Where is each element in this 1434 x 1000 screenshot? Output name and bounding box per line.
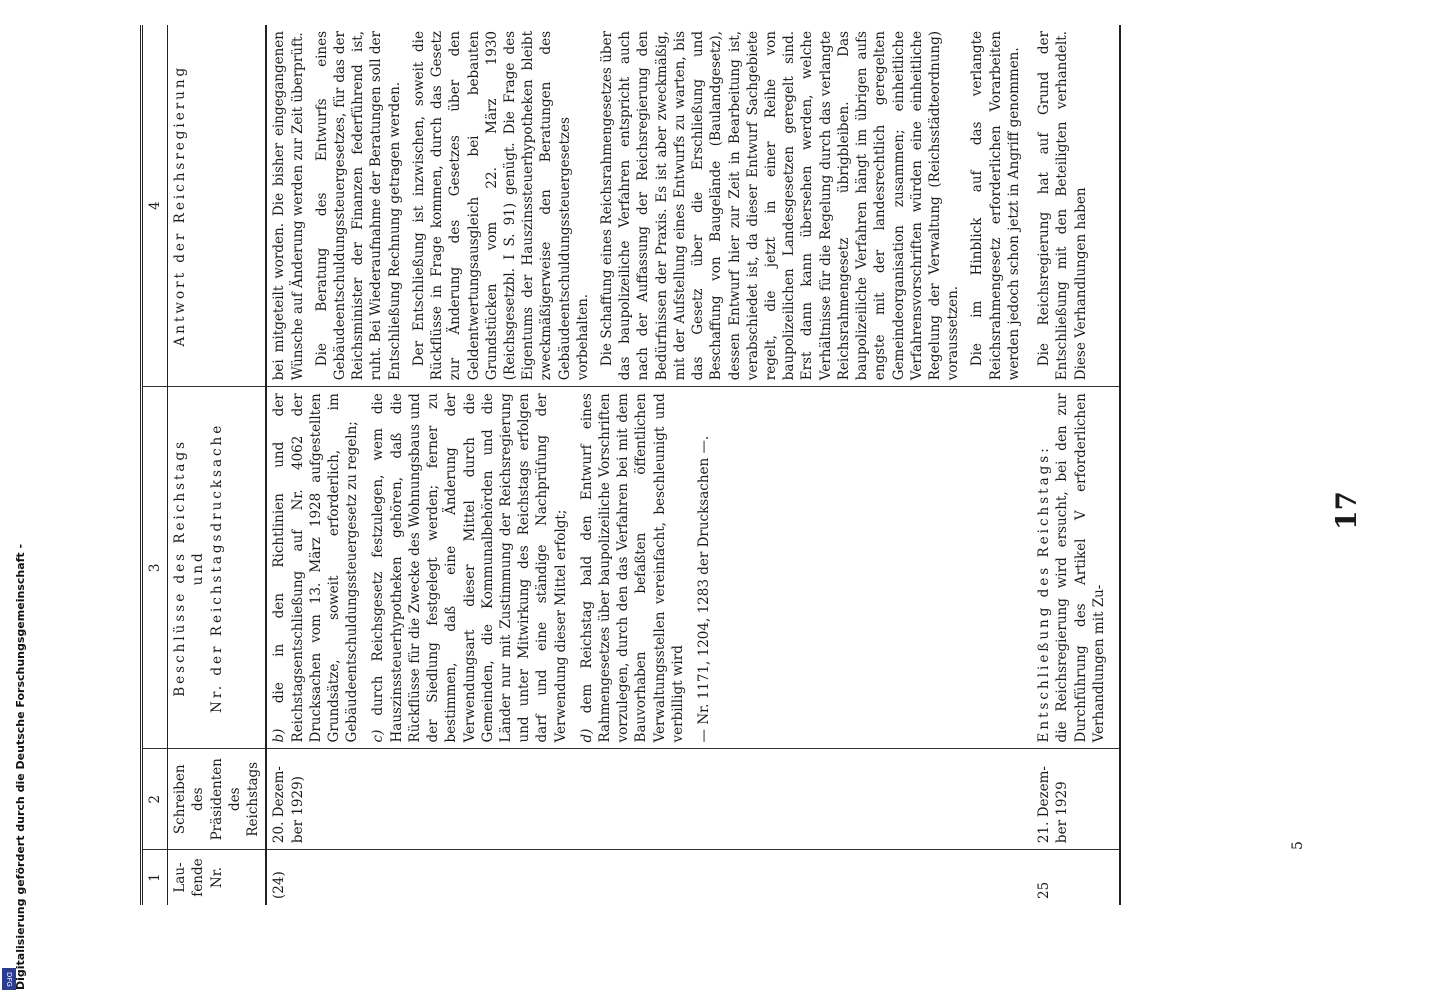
header-resolutions [168,387,267,749]
row-date: 20. Dezem-ber 1929) [266,749,1032,850]
digitization-note: Digitalisierung gefördert durch die Deutsche Forschungsgemeinschaft - [14,543,27,990]
item-text: durch Reichsgesetz festzulegen, wem die Hauszinssteuerhypotheken gehören, daß die Rückflüsse für die Zwecke des Wohnungsbaus und der Siedlung festgelegt werden; ferner zu bestimmen, daß eine Änderung der Verwendungsart dieser Mittel durch die Gemeinden, die Kommunalbehörden und die Länder nur mit Zustimmung der Reichsregierung und unter Mitwirkung des Reichstags erfolgen darf und eine ständige Nachprüfung der Verwendung dieser Mittel erfolgt; [370,393,569,743]
row-number: 25 [1032,850,1120,905]
answer-paragraph: Die im Hinblick auf das verlangte Reichsrahmengesetz erforderlichen Vorarbeiten werden jedoch schon jetzt in Angriff genommen. [969,31,1022,381]
item-text: — Nr. 1171, 1204, 1283 der Drucksachen —. [696,435,713,743]
answer-cell [266,25,1032,387]
answer-paragraph: Der Entschließung ist inzwischen, soweit die Rückflüsse in Frage kommen, durch das Gesetz zur Änderung des Gesetzes über den Geldentwertungsausgleich bei bebauten Grundstücken vom 22. März 1930 (Reichsgesetzbl. I S. 91) genügt. Die Frage des Eigentums der Hauszinssteuerhypotheken bleibt zweckmäßigerweise den Beratungen des Gebäudeentschuldungssteuergesetzes vorbehalten. [410,31,591,381]
item-label: d) [578,728,595,743]
resolution-text: die Reichsregierung wird ersucht, bei den zur Durchführung des Artikel V erforderlichen Verhandlungen mit Zu- [1054,393,1107,743]
column-number-1: 1 [142,850,168,905]
table-row [266,25,1032,905]
resolution-item [578,393,687,742]
resolution-cell [1032,387,1120,749]
item-text: dem Reichstag bald den Entwurf eines Rahmengesetzes über baupolizeiliche Vorschriften vorzulegen, durch den das Verfahren bei mit dem Bauvorhaben befaßten öffentlichen Verwaltungsstellen vereinfacht, beschleunigt und verbilligt wird [578,393,686,743]
page-number: 17 [1330,491,1363,530]
column-header-row [168,25,267,905]
header-government-answer: Antwort der Reichsregierung [168,25,267,387]
header-resolutions-line2: und [190,550,207,586]
resolution-item [270,393,361,742]
header-resolutions-line3: Nr. der Reichstagsdrucksache [208,422,225,713]
column-number-2: 2 [142,749,168,850]
dfg-logo-icon: DFG [2,968,16,990]
digitization-footer [0,0,40,1000]
answer-paragraph: Die Reichsregierung hat auf Grund der Entschließung mit den Beteiligten verhandelt. Diese Verhandlungen haben [1036,31,1089,381]
answer-paragraph: Die Schaffung eines Reichsrahmengesetzes über das baupolizeiliche Verfahren entspricht auch nach der Auffassung der Reichsregierung den Bedürfnissen der Praxis. Es ist aber zweckmäßig, mit der Aufstellung eines Entwurfs zu warten, bis das Gesetz über die Erschließung und Beschaffung von Baugelände (Baulandgesetz), dessen Entwurf hier zur Zeit in Bearbeitung ist, verabschiedet ist, da dieser Entwurf Sachgebiete regelt, die jetzt in einer Reihe von baupolizeilichen Landesgesetzen geregelt sind. Erst dann kann übersehen werden, welche Verhältnisse für die Regelung durch das verlangte Reichsrahmengesetz übrigbleiben. Das baupolizeiliche Verfahren hängt im übrigen aufs engste mit der landesrechtlich geregelten Gemeindeorganisation zusammen; einheitliche Verfahrensvorschriften würden eine einheitliche Regelung der Verwaltung (Reichsstädteordnung) voraussetzen. [599,31,962,381]
resolution-title: Entschließung des Reichstags: [1036,445,1053,743]
column-number-3: 3 [142,387,168,749]
header-president-letter: Schreiben des Präsidenten des Reichstags [168,749,267,850]
item-label: c) [370,729,387,743]
column-number-row [142,25,168,905]
signature-mark: 5 [1290,841,1306,850]
resolution-cell [266,387,1032,749]
resolution-item [695,393,713,742]
row-number: (24) [266,850,1032,905]
reichstag-resolutions-table [140,25,1121,905]
resolution-item [369,393,569,742]
answer-cell [1032,25,1120,387]
item-label: b) [271,728,288,743]
header-resolutions-line1: Beschlüsse des Reichstags [172,438,189,697]
header-running-number: Lau-fende Nr. [168,850,267,905]
item-text: die in den Richtlinien und der Reichstagsentschließung auf Nr. 4062 der Drucksachen vom 13. März 1928 aufgestellten Grundsätze, soweit erforderlich, im Gebäudeentschuldungssteuergesetz zu regeln; [271,393,361,743]
row-date: 21. Dezem-ber 1929 [1032,749,1120,850]
answer-paragraph: Die Beratung des Entwurfs eines Gebäudeentschuldungssteuergesetzes, für das der Reichsminister der Finanzen federführend ist, ruht. Bei Wiederaufnahme der Beratungen soll der Entschließung Rechnung getragen werden. [313,31,403,381]
answer-paragraph: bei mitgeteilt worden. Die bisher eingegangenen Wünsche auf Änderung werden zur Zeit überprüft. [271,31,306,381]
column-number-4: 4 [142,25,168,387]
table-row [1032,25,1120,905]
